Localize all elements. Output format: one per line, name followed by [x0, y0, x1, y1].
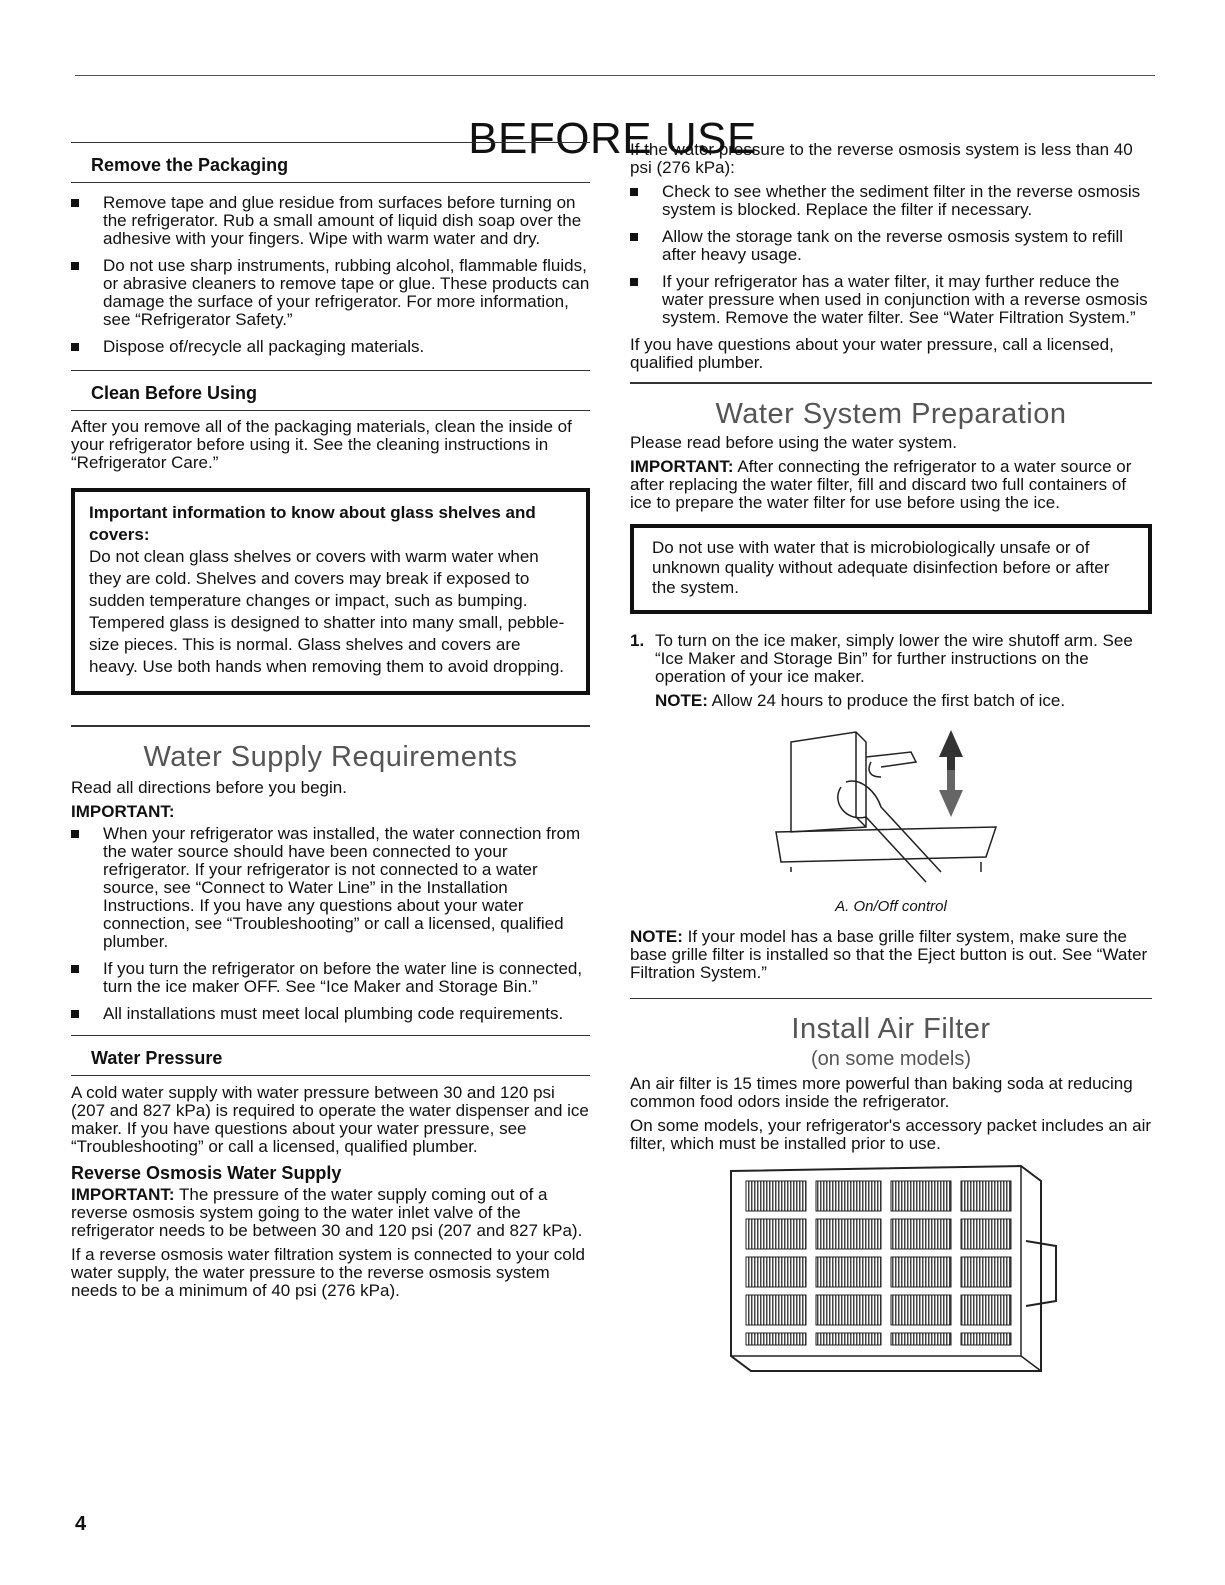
figure-caption: A. On/Off control [835, 898, 947, 915]
remove-packaging-heading: Remove the Packaging [71, 142, 590, 183]
ice-maker-figure [630, 722, 1152, 892]
list-item: When your refrigerator was installed, the water connection from the water source should have been connected to your refrigerator. If your refrigerator is not connected to a water source, see “Connect to Water Line” in the Installation Instructions. If you have any questions about your water connection, see “Troubleshooting” or call a licensed, qualified plumber. [71, 825, 590, 951]
water-pressure-text: A cold water supply with water pressure between 30 and 120 psi (207 and 827 kPa) is required to operate the water dispenser and ice maker. If you have questions about your water pressure, see “Troubleshooting” or call a licensed, qualified plumber. [71, 1083, 589, 1156]
water-supply-heading: Water Supply Requirements [71, 725, 590, 775]
air-filter-heading: Install Air Filter [630, 998, 1152, 1047]
step-note-label: NOTE: [655, 691, 708, 710]
ro-text: If a reverse osmosis water filtration system is connected to your cold water supply, the water pressure to the reverse osmosis system needs to be a minimum of 40 psi (276 kPa). [71, 1245, 585, 1300]
ro-low-pressure-list [630, 183, 1152, 327]
step-note [655, 692, 1152, 710]
water-system-prep-important-text: After connecting the refrigerator to a water source or after replacing the water filter, fill and discard two full containers of ice to prepare the water filter for use before using the ice. [630, 457, 1132, 512]
ro-important-label: IMPORTANT: [71, 1185, 175, 1204]
air-filter-text-1: An air filter is 15 times more powerful than baking soda at reducing common food odors inside the refrigerator. [630, 1074, 1133, 1111]
list-item: If you turn the refrigerator on before the water line is connected, turn the ice maker OFF. See “Ice Maker and Storage Bin.” [71, 960, 590, 996]
base-grille-note [630, 928, 1152, 982]
list-item: Dispose of/recycle all packaging materials. [71, 338, 590, 356]
water-system-prep-intro: Please read before using the water system. [630, 433, 957, 452]
clean-before-text: After you remove all of the packaging materials, clean the inside of your refrigerator before using it. See the cleaning instructions in “Refrigerator Care.” [71, 417, 572, 472]
ro-low-pressure-closing: If you have questions about your water pressure, call a licensed, qualified plumber. [630, 335, 1114, 372]
water-supply-important-label: IMPORTANT: [71, 802, 175, 821]
base-grille-note-text: If your model has a base grille filter system, make sure the base grille filter is installed so that the Eject button is out. See “Water Filtration System.” [630, 927, 1148, 982]
water-supply-intro: Read all directions before you begin. [71, 778, 347, 797]
water-pressure-heading: Water Pressure [71, 1035, 590, 1076]
air-filter-subheading: (on some models) [810, 1048, 972, 1070]
water-system-prep-important-label: IMPORTANT: [630, 457, 734, 476]
ice-maker-steps [630, 632, 1152, 710]
water-system-prep-heading: Water System Preparation [630, 382, 1152, 432]
list-item: If your refrigerator has a water filter, it may further reduce the water pressure when used in conjunction with a reverse osmosis system. Remove the water filter. See “Water Filtration System.” [630, 273, 1152, 327]
air-filter-text-2: On some models, your refrigerator's accessory packet includes an air filter, which must be installed prior to use. [630, 1116, 1152, 1153]
ice-maker-illustration [771, 722, 1011, 892]
glass-shelves-heading: Important information to know about glass shelves and covers: [89, 503, 536, 544]
list-item: Allow the storage tank on the reverse osmosis system to refill after heavy usage. [630, 228, 1152, 264]
step-text: To turn on the ice maker, simply lower the wire shutoff arm. See “Ice Maker and Storage Bin” for further instructions on the operation of your ice maker. [655, 631, 1133, 686]
air-filter-figure [630, 1161, 1152, 1381]
list-item: Do not use sharp instruments, rubbing alcohol, flammable fluids, or abrasive cleaners to remove tape or glue. These products can damage the surface of your refrigerator. For more information, see “Refrigerator Safety.” [71, 257, 590, 329]
list-item: All installations must meet local plumbing code requirements. [71, 1005, 590, 1023]
water-safety-notice [630, 524, 1152, 614]
water-safety-text: Do not use with water that is microbiologically unsafe or of unknown quality without adequate disinfection before or after the system. [652, 538, 1110, 597]
ro-heading: Reverse Osmosis Water Supply [71, 1163, 342, 1183]
ro-low-pressure-intro: If the water pressure to the reverse osmosis system is less than 40 psi (276 kPa): [630, 140, 1133, 177]
left-column [71, 142, 590, 1306]
list-item: Remove tape and glue residue from surfaces before turning on the refrigerator. Rub a small amount of liquid dish soap over the adhesive with your fingers. Wipe with warm water and dry. [71, 194, 590, 248]
right-column [630, 141, 1152, 1381]
step-note-text: Allow 24 hours to produce the first batch of ice. [707, 691, 1066, 710]
base-grille-note-label: NOTE: [630, 927, 683, 946]
glass-shelves-text: Do not clean glass shelves or covers with warm water when they are cold. Shelves and covers may break if exposed to sudden temperature changes or impact, such as bumping. Tempered glass is designed to shatter into many small, pebble-size pieces. This is normal. Glass shelves and covers are heavy. Use both hands when removing them to avoid dropping. [89, 547, 565, 676]
glass-shelves-notice [71, 488, 590, 695]
page-title: BEFORE USE [468, 114, 757, 164]
list-item: Check to see whether the sediment filter in the reverse osmosis system is blocked. Replace the filter if necessary. [630, 183, 1152, 219]
ro-important-text: The pressure of the water supply coming out of a reverse osmosis system going to the water inlet valve of the refrigerator needs to be between 30 and 120 psi (207 and 827 kPa). [71, 1185, 583, 1240]
ro-important [71, 1186, 590, 1240]
page-number: 4 [75, 1513, 87, 1535]
clean-before-heading: Clean Before Using [71, 370, 590, 411]
top-rule [75, 75, 1155, 76]
air-filter-illustration [721, 1161, 1061, 1381]
water-system-prep-important [630, 458, 1152, 512]
step-number: 1. [630, 631, 645, 650]
water-supply-list [71, 825, 590, 1023]
remove-packaging-list [71, 194, 590, 356]
list-item [630, 632, 1152, 710]
